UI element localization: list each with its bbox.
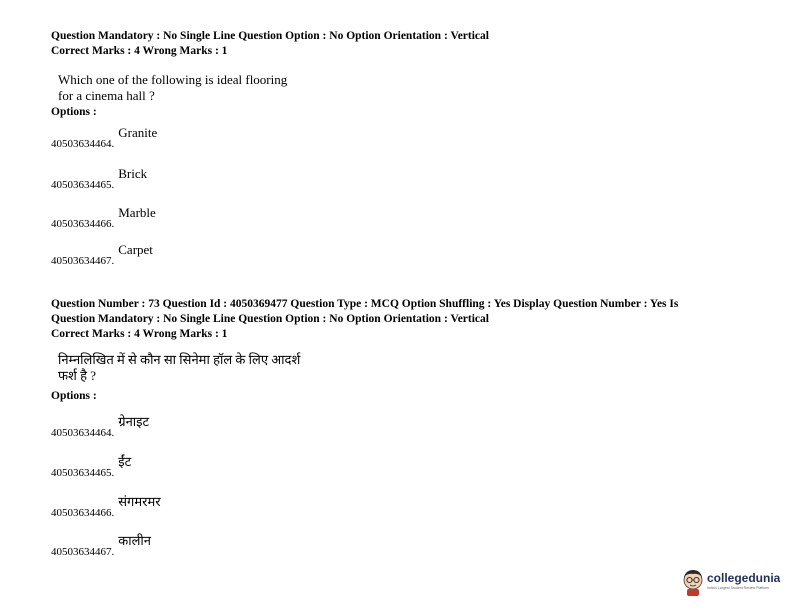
logo-tagline: India's Largest Student Review Platform (707, 586, 770, 590)
q1-options-label: Options : (51, 106, 97, 118)
q2-question-line-1: निम्नलिखित में से कौन सा सिनेमा हॉल के लिए आदर्श (58, 352, 301, 367)
q2-question-text (58, 352, 300, 384)
q2-option (51, 414, 150, 441)
option-text: संगमरमर (118, 494, 161, 509)
collegedunia-logo (680, 568, 780, 596)
q1-option (51, 125, 158, 152)
option-id: 40503634467. (51, 546, 115, 558)
q1-meta-line-1: Question Mandatory : No Single Line Question Option : No Option Orientation : Vertical (51, 30, 489, 42)
logo-wordmark: collegedunia (707, 571, 781, 585)
option-id: 40503634466. (51, 507, 115, 519)
option-id: 40503634464. (51, 427, 115, 439)
q2-question-line-2: फर्श है ? (58, 368, 97, 383)
option-text: ग्रेनाइट (118, 414, 150, 429)
option-id: 40503634465. (51, 179, 115, 191)
option-text: Marble (118, 205, 156, 220)
q1-option (51, 242, 153, 269)
q2-option (51, 533, 151, 560)
option-id: 40503634464. (51, 138, 115, 150)
mascot-icon (680, 568, 706, 596)
option-id: 40503634466. (51, 218, 115, 230)
option-text: Brick (118, 166, 148, 181)
q1-question-line-2: for a cinema hall ? (58, 88, 155, 103)
q1-option (51, 205, 156, 232)
q1-meta-line-2: Correct Marks : 4 Wrong Marks : 1 (51, 45, 228, 57)
q2-option (51, 454, 132, 481)
q1-option (51, 166, 148, 193)
q1-question-line-1: Which one of the following is ideal flooring (58, 72, 288, 87)
option-text: Carpet (118, 242, 153, 257)
q2-meta-line-3: Correct Marks : 4 Wrong Marks : 1 (51, 328, 228, 340)
q2-meta-line-2: Question Mandatory : No Single Line Question Option : No Option Orientation : Vertical (51, 313, 489, 325)
q2-option (51, 494, 161, 521)
q1-question-text (58, 72, 287, 104)
q2-options-label: Options : (51, 390, 97, 402)
option-id: 40503634465. (51, 467, 115, 479)
option-text: Granite (118, 125, 158, 140)
option-text: कालीन (118, 533, 151, 548)
q2-meta-line-1: Question Number : 73 Question Id : 4050369477 Question Type : MCQ Option Shuffling : Yes Display Question Number : Yes Is (51, 298, 679, 310)
option-text: ईंट (118, 454, 132, 469)
option-id: 40503634467. (51, 255, 115, 267)
